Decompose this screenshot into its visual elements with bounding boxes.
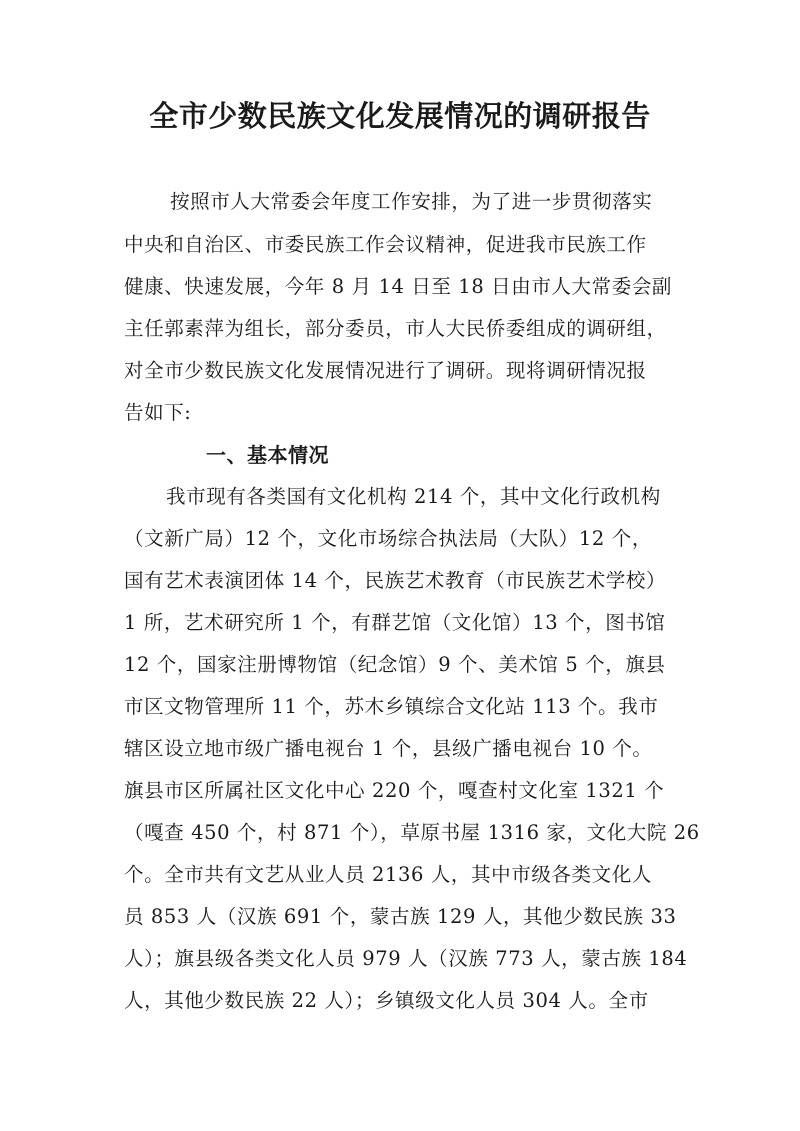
- intro-line-3: 健康、快速发展，今年 8 月 14 日至 18 日由市人大常委会副: [124, 275, 673, 298]
- intro-line-6: 告如下:: [124, 401, 192, 424]
- body-line-12: 人）；旗县级各类文化人员 979 人（汉族 773 人，蒙古族 184: [124, 947, 688, 970]
- body-line-10: 个。全市共有文艺从业人员 2136 人，其中市级各类文化人: [124, 863, 652, 886]
- intro-line-2: 中央和自治区、市委民族工作会议精神，促进我市民族工作: [124, 233, 647, 256]
- section-heading-basic-situation: 一、基本情况: [206, 443, 329, 467]
- body-line-6: 市区文物管理所 11 个，苏木乡镇综合文化站 113 个。我市: [124, 695, 659, 718]
- body-line-5: 12 个，国家注册博物馆（纪念馆）9 个、美术馆 5 个，旗县: [124, 653, 666, 676]
- body-line-13: 人，其他少数民族 22 人）；乡镇级文化人员 304 人。全市: [124, 989, 649, 1012]
- intro-line-1: 按照市人大常委会年度工作安排，为了进一步贯彻落实: [170, 190, 653, 213]
- intro-line-5: 对全市少数民族文化发展情况进行了调研。现将调研情况报: [124, 359, 647, 382]
- body-line-11: 员 853 人（汉族 691 个，蒙古族 129 人，其他少数民族 33: [124, 905, 677, 928]
- body-line-3: 国有艺术表演团体 14 个，民族艺术教育（市民族艺术学校）: [124, 569, 667, 592]
- intro-line-4: 主任郭素萍为组长，部分委员，市人大民侨委组成的调研组，: [124, 317, 667, 340]
- body-line-8: 旗县市区所属社区文化中心 220 个，嘎查村文化室 1321 个: [124, 779, 665, 802]
- body-line-9: （嘎查 450 个，村 871 个），草原书屋 1316 家，文化大院 26: [124, 821, 700, 844]
- body-line-7: 辖区设立地市级广播电视台 1 个，县级广播电视台 10 个。: [124, 737, 653, 760]
- document-title: 全市少数民族文化发展情况的调研报告: [149, 99, 651, 133]
- body-line-4: 1 所，艺术研究所 1 个，有群艺馆（文化馆）13 个，图书馆: [124, 611, 666, 634]
- body-line-2: （文新广局）12 个，文化市场综合执法局（大队）12 个，: [124, 527, 652, 550]
- body-line-1: 我市现有各类国有文化机构 214 个，其中文化行政机构: [166, 485, 661, 508]
